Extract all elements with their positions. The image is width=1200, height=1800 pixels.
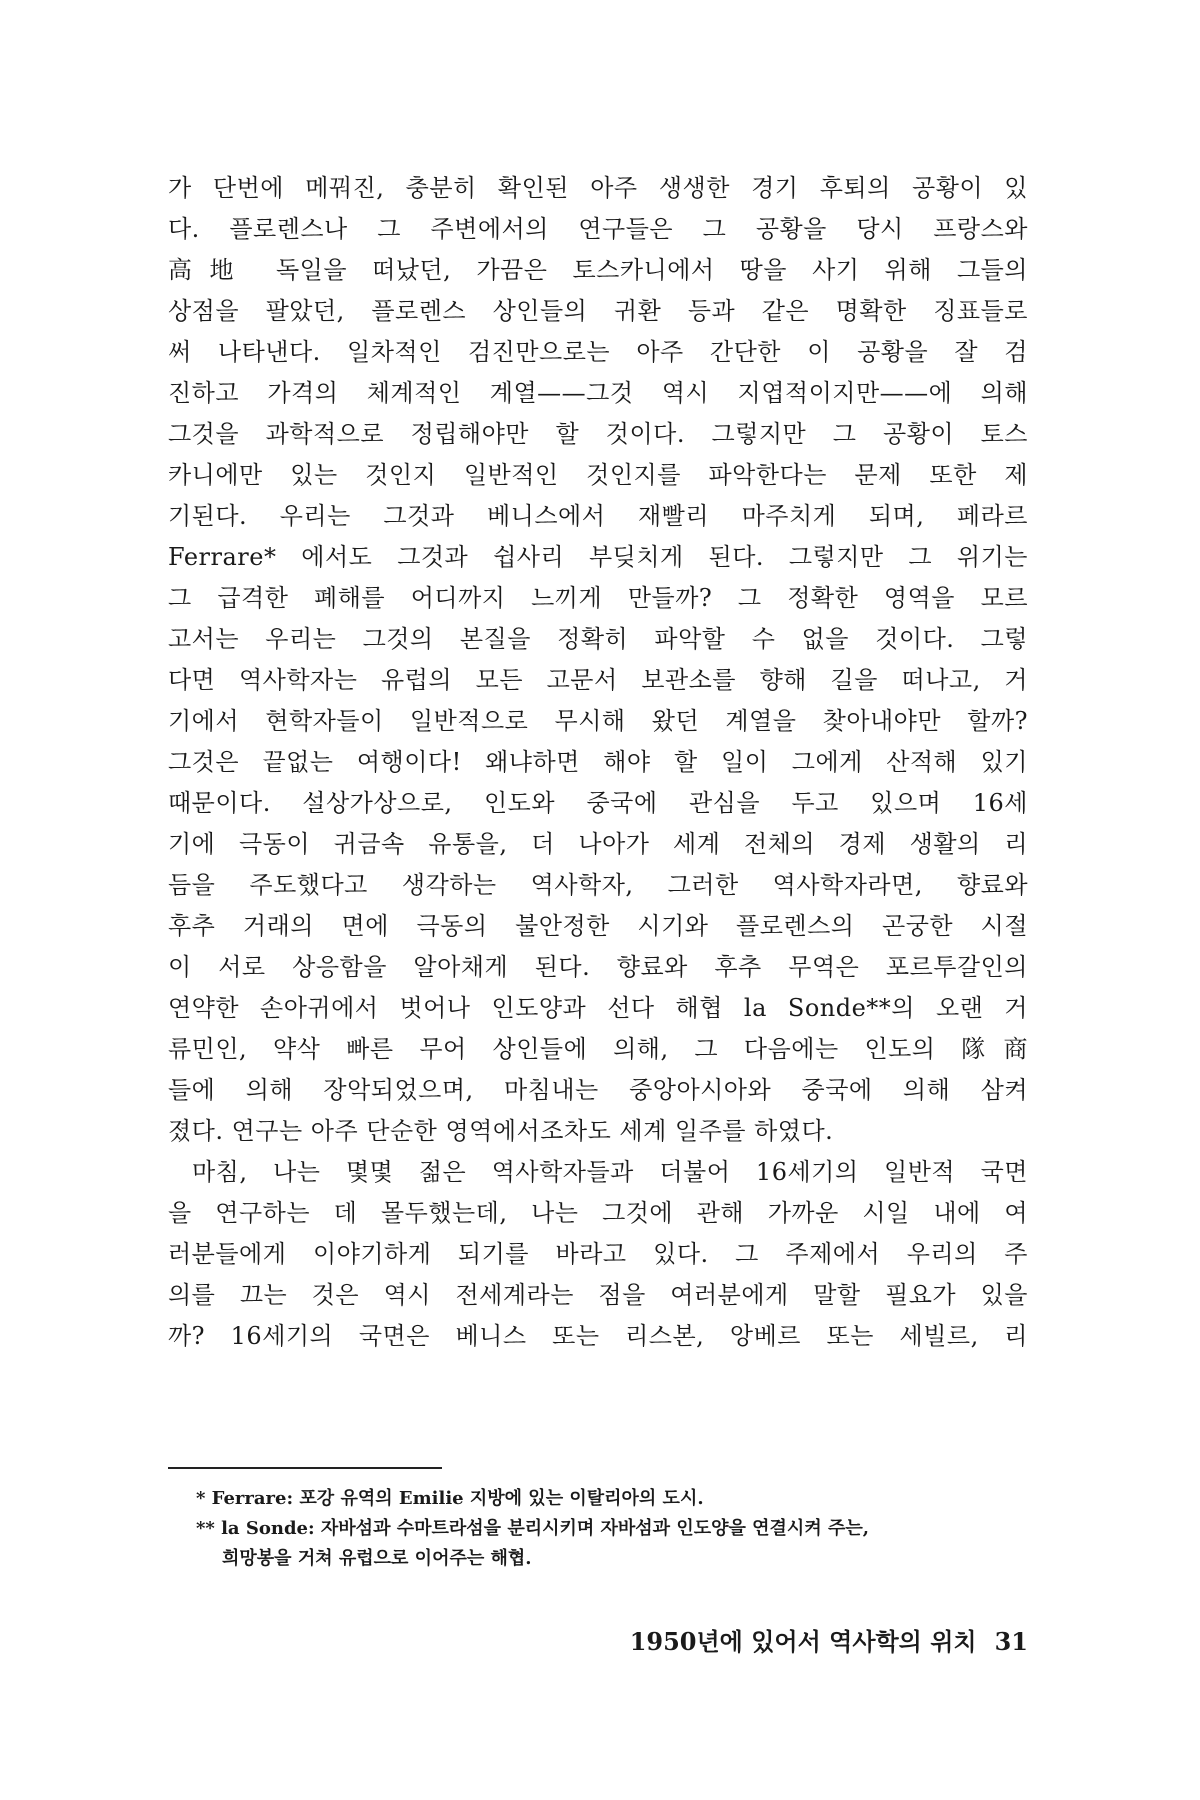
text-line: 후추 거래의 면에 극동의 불안정한 시기와 플로렌스의 곤궁한 시절	[168, 912, 1028, 940]
body-text	[168, 168, 1028, 1357]
text-line: 까? 16세기의 국면은 베니스 또는 리스본, 앙베르 또는 세빌르, 리	[168, 1322, 1028, 1350]
text-line: 다면 역사학자는 유럽의 모든 고문서 보관소를 향해 길을 떠나고, 거	[168, 666, 1028, 694]
text-line: 마침, 나는 몇몇 젊은 역사학자들과 더불어 16세기의 일반적 국면	[192, 1158, 1028, 1186]
text-line: 가 단번에 메꿔진, 충분히 확인된 아주 생생한 경기 후퇴의 공황이 있	[168, 174, 1028, 202]
text-line: 카니에만 있는 것인지 일반적인 것인지를 파악한다는 문제 또한 제	[168, 461, 1028, 489]
text-line: 때문이다. 설상가상으로, 인도와 중국에 관심을 두고 있으며 16세	[168, 789, 1028, 817]
text-line: 고서는 우리는 그것의 본질을 정확히 파악할 수 없을 것이다. 그렇	[168, 625, 1028, 653]
page-footer	[630, 1622, 1028, 1657]
text-line: 기에서 현학자들이 일반적으로 무시해 왔던 계열을 찾아내야만 할까?	[168, 707, 1028, 735]
footnotes	[196, 1484, 1028, 1574]
text-line: 그것을 과학적으로 정립해야만 할 것이다. 그렇지만 그 공황이 토스	[168, 420, 1028, 448]
text-line: 그것은 끝없는 여행이다! 왜냐하면 해야 할 일이 그에게 산적해 있기	[168, 748, 1028, 776]
text-line: 연약한 손아귀에서 벗어나 인도양과 선다 해협 la Sonde**의 오랜 거	[168, 994, 1028, 1022]
text-line: 졌다. 연구는 아주 단순한 영역에서조차도 세계 일주를 하였다.	[168, 1117, 834, 1145]
text-line: Ferrare* 에서도 그것과 쉽사리 부딪치게 된다. 그렇지만 그 위기는	[168, 543, 1028, 571]
text-line: 그 급격한 폐해를 어디까지 느끼게 만들까? 그 정확한 영역을 모르	[168, 584, 1028, 612]
running-title: 1950년에 있어서 역사학의 위치	[629, 1627, 977, 1656]
text-line: 러분들에게 이야기하게 되기를 바라고 있다. 그 주제에서 우리의 주	[168, 1240, 1028, 1268]
text-line: 진하고 가격의 체계적인 계열——그것 역시 지엽적이지만——에 의해	[168, 379, 1028, 407]
text-line: 듬을 주도했다고 생각하는 역사학자, 그러한 역사학자라면, 향료와	[168, 871, 1028, 899]
text-line: 이 서로 상응함을 알아채게 된다. 향료와 후추 무역은 포르투갈인의	[168, 953, 1028, 981]
text-line: 기에 극동이 귀금속 유통을, 더 나아가 세계 전체의 경제 생활의 리	[168, 830, 1028, 858]
text-line: 을 연구하는 데 몰두했는데, 나는 그것에 관해 가까운 시일 내에 여	[168, 1199, 1028, 1227]
footnote-la-sonde: ** la Sonde: 자바섬과 수마트라섬을 분리시키며 자바섬과 인도양을 연결시켜 주는,	[196, 1518, 870, 1539]
text-line: 류민인, 약삭 빠른 무어 상인들에 의해, 그 다음에는 인도의 隊商	[168, 1035, 1028, 1063]
text-line: 기된다. 우리는 그것과 베니스에서 재빨리 마주치게 되며, 페라르	[168, 502, 1028, 530]
footnote-ferrare: * Ferrare: 포강 유역의 Emilie 지방에 있는 이탈리아의 도시.	[196, 1488, 704, 1509]
footnote-la-sonde-continued: 희망봉을 거쳐 유럽으로 이어주는 해협.	[222, 1548, 532, 1569]
text-line: 다. 플로렌스나 그 주변에서의 연구들은 그 공황을 당시 프랑스와	[168, 215, 1028, 243]
footnote-divider	[168, 1467, 442, 1469]
text-line: 상점을 팔았던, 플로렌스 상인들의 귀환 등과 같은 명확한 징표들로	[168, 297, 1028, 325]
text-line: 의를 끄는 것은 역시 전세계라는 점을 여러분에게 말할 필요가 있을	[168, 1281, 1028, 1309]
text-line: 高地 독일을 떠났던, 가끔은 토스카니에서 땅을 사기 위해 그들의	[168, 256, 1028, 284]
text-line: 들에 의해 장악되었으며, 마침내는 중앙아시아와 중국에 의해 삼켜	[168, 1076, 1028, 1104]
text-line: 써 나타낸다. 일차적인 검진만으로는 아주 간단한 이 공황을 잘 검	[168, 338, 1028, 366]
page-number: 31	[994, 1627, 1028, 1656]
